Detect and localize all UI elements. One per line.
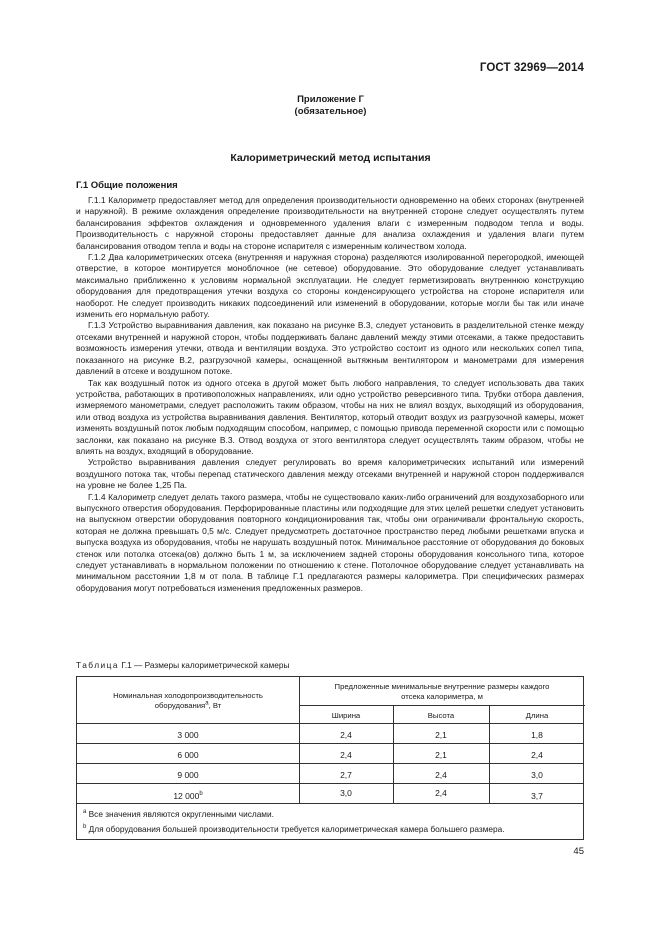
column-header-width: Ширина bbox=[331, 711, 361, 720]
table-cell-height: 2,4 bbox=[435, 770, 447, 780]
table-cell-length: 3,0 bbox=[531, 770, 543, 780]
standard-number: ГОСТ 32969—2014 bbox=[479, 62, 584, 74]
table-cell-height: 2,1 bbox=[435, 750, 447, 760]
column-header-capacity: Номинальная холодопроизводительность оборудования$^a$, Вт bbox=[113, 691, 263, 710]
appendix-title: Приложение Г bbox=[297, 94, 364, 105]
table-footnote: $^b$ Для оборудования большей производительности требуется калориметрическая камера большего размера. bbox=[83, 824, 505, 834]
section-title: Калориметрический метод испытания bbox=[230, 152, 431, 164]
table-cell-capacity: 9 000 bbox=[177, 770, 199, 780]
table-caption bbox=[76, 660, 289, 670]
paragraph: Г.1.1 Калориметр предоставляет метод для определения производительности одновременно на обеих сторонах (внутренней и наружной). В режиме охлаждения определение производительности на внутренней стороне следует осуществлять путем балансирования эффектов охлаждения и одновременного удаления влаги с измеренным подводом тепла и воды. Производительность с наружной стороны предоставляет данные для анализа охлаждения и удаления влаги путем балансирования отводом тепла и воды на стороне испарителя с измеренным количеством холода. bbox=[76, 195, 584, 251]
column-group-header: Предложенные минимальные внутренние размеры каждого отсека калориметра, м bbox=[334, 682, 550, 701]
table-rule bbox=[77, 723, 583, 724]
table-rule bbox=[77, 743, 583, 744]
table-cell-height: 2,4 bbox=[435, 788, 447, 798]
column-header-length: Длина bbox=[525, 711, 549, 720]
table-cell-capacity: 3 000 bbox=[177, 730, 199, 740]
subsection-title: Г.1 Общие положения bbox=[76, 180, 178, 191]
dimensions-table bbox=[76, 676, 584, 840]
table-rule bbox=[299, 705, 585, 706]
table-cell-height: 2,1 bbox=[435, 730, 447, 740]
table-rule bbox=[77, 763, 583, 764]
paragraph: Устройство выравнивания давления следует регулировать во время калориметрических испытаний или измерений воздушного потока так, чтобы перепад статического давления между отсеками внутренней и наружной сторон поддерживался на уровне не более 1,25 Па. bbox=[76, 457, 584, 491]
table-rule bbox=[77, 783, 583, 784]
table-rule bbox=[77, 803, 583, 804]
table-cell-capacity: 6 000 bbox=[177, 750, 199, 760]
appendix-status: (обязательное) bbox=[294, 106, 367, 117]
table-caption-label: Таблица bbox=[76, 660, 120, 670]
table-cell-length: 3,7 bbox=[531, 791, 543, 801]
table-cell-width: 2,4 bbox=[340, 750, 352, 760]
paragraph: Г.1.2 Два калориметрических отсека (внутренняя и наружная сторона) разделяются изолированной перегородкой, имеющей отверстие, в которое монтируется моноблочное (не сетевое) оборудование. Это оборудование следует устанавливать максимально приближенно к условиям нормальной эксплуатации. Не следует герметизировать внутреннюю конструкцию оборудования для предотвращения утечки воздуха со стороны конденсирующего устройства на стороне испарителя или наоборот. Не следует производить никаких подсоединений или изменений в оборудовании, которые могли бы так или иначе изменить его нормальную работу. bbox=[76, 252, 584, 320]
table-caption-text: Г.1 — Размеры калориметрической камеры bbox=[119, 660, 290, 670]
paragraph: Г.1.4 Калориметр следует делать такого размера, чтобы не существовало каких-либо ограничений для воздухозаборного или выпускного отверстия оборудования. Перфорированные пластины или подходящие для этих целей решетки следует установить на выпускном отверстии оборудования повторного кондиционирования так, чтобы они ограничивали фронтальную скорость, которая не должна превышать 0,5 м/с. Следует предусмотреть достаточное пространство перед любыми решетками впуска и выпуска воздуха из оборудования, чтобы не нарушать воздушный поток. Минимальное расстояние от оборудования до боковых стенок или потолка отсека(ов) должно быть 1 м, за исключением задней стороны оборудования консольного типа, которое следует устанавливать в нормальном положении по отношению к стене. Потолочное оборудование следует устанавливать на минимальном расстоянии 1,8 м от пола. В таблице Г.1 предлагаются размеры калориметра. При специфических размерах оборудования могут потребоваться изменения предложенных размеров. bbox=[76, 491, 584, 593]
column-header-height: Высота bbox=[427, 711, 455, 720]
table-cell-width: 2,7 bbox=[340, 770, 352, 780]
table-cell-capacity: 12 000$^b$ bbox=[173, 791, 203, 801]
paragraph: Г.1.3 Устройство выравнивания давления, как показано на рисунке В.3, следует установить в разделительной стенке между отсеками внутренней и наружной сторон, чтобы поддерживать баланс давлений между этими отсеками, а также предоставить возможность измерения утечки, отвода и вентиляции воздуха. Это устройство состоит из одного или нескольких сопел типа, показанного на рисунке В.2, разгрузочной камеры, оснащенной вытяжным вентилятором и манометрами для измерения давлений в отсеке и воздушном потоке. bbox=[76, 320, 584, 377]
body-text bbox=[76, 195, 584, 594]
paragraph: Так как воздушный поток из одного отсека в другой может быть любого направления, то следует использовать два таких устройства, работающих в противоположных направлениях, или одно устройство реверсивного типа. Трубки отбора давления, измеряемого манометрами, следует расположить таким образом, чтобы на них не влиял воздух, выходящий из оборудования, или отвод воздуха из устройства выравнивания давления. Вентилятор, который отводит воздух из разгрузочной камеры, может изменять воздушный поток любым подходящим способом, например, с помощью привода переменной скорости или с помощью заслонки, как показано на рисунке В.3. Отвод воздуха от этого вентилятора следует осуществлять таким образом, чтобы не влиять на воздух, входящий в оборудование. bbox=[76, 377, 584, 456]
page-number: 45 bbox=[573, 846, 584, 857]
table-footnote: $^a$ Все значения являются округленными числами. bbox=[83, 809, 274, 819]
table-cell-width: 3,0 bbox=[340, 788, 352, 798]
table-cell-length: 1,8 bbox=[531, 730, 543, 740]
table-cell-width: 2,4 bbox=[340, 730, 352, 740]
table-cell-length: 2,4 bbox=[531, 750, 543, 760]
